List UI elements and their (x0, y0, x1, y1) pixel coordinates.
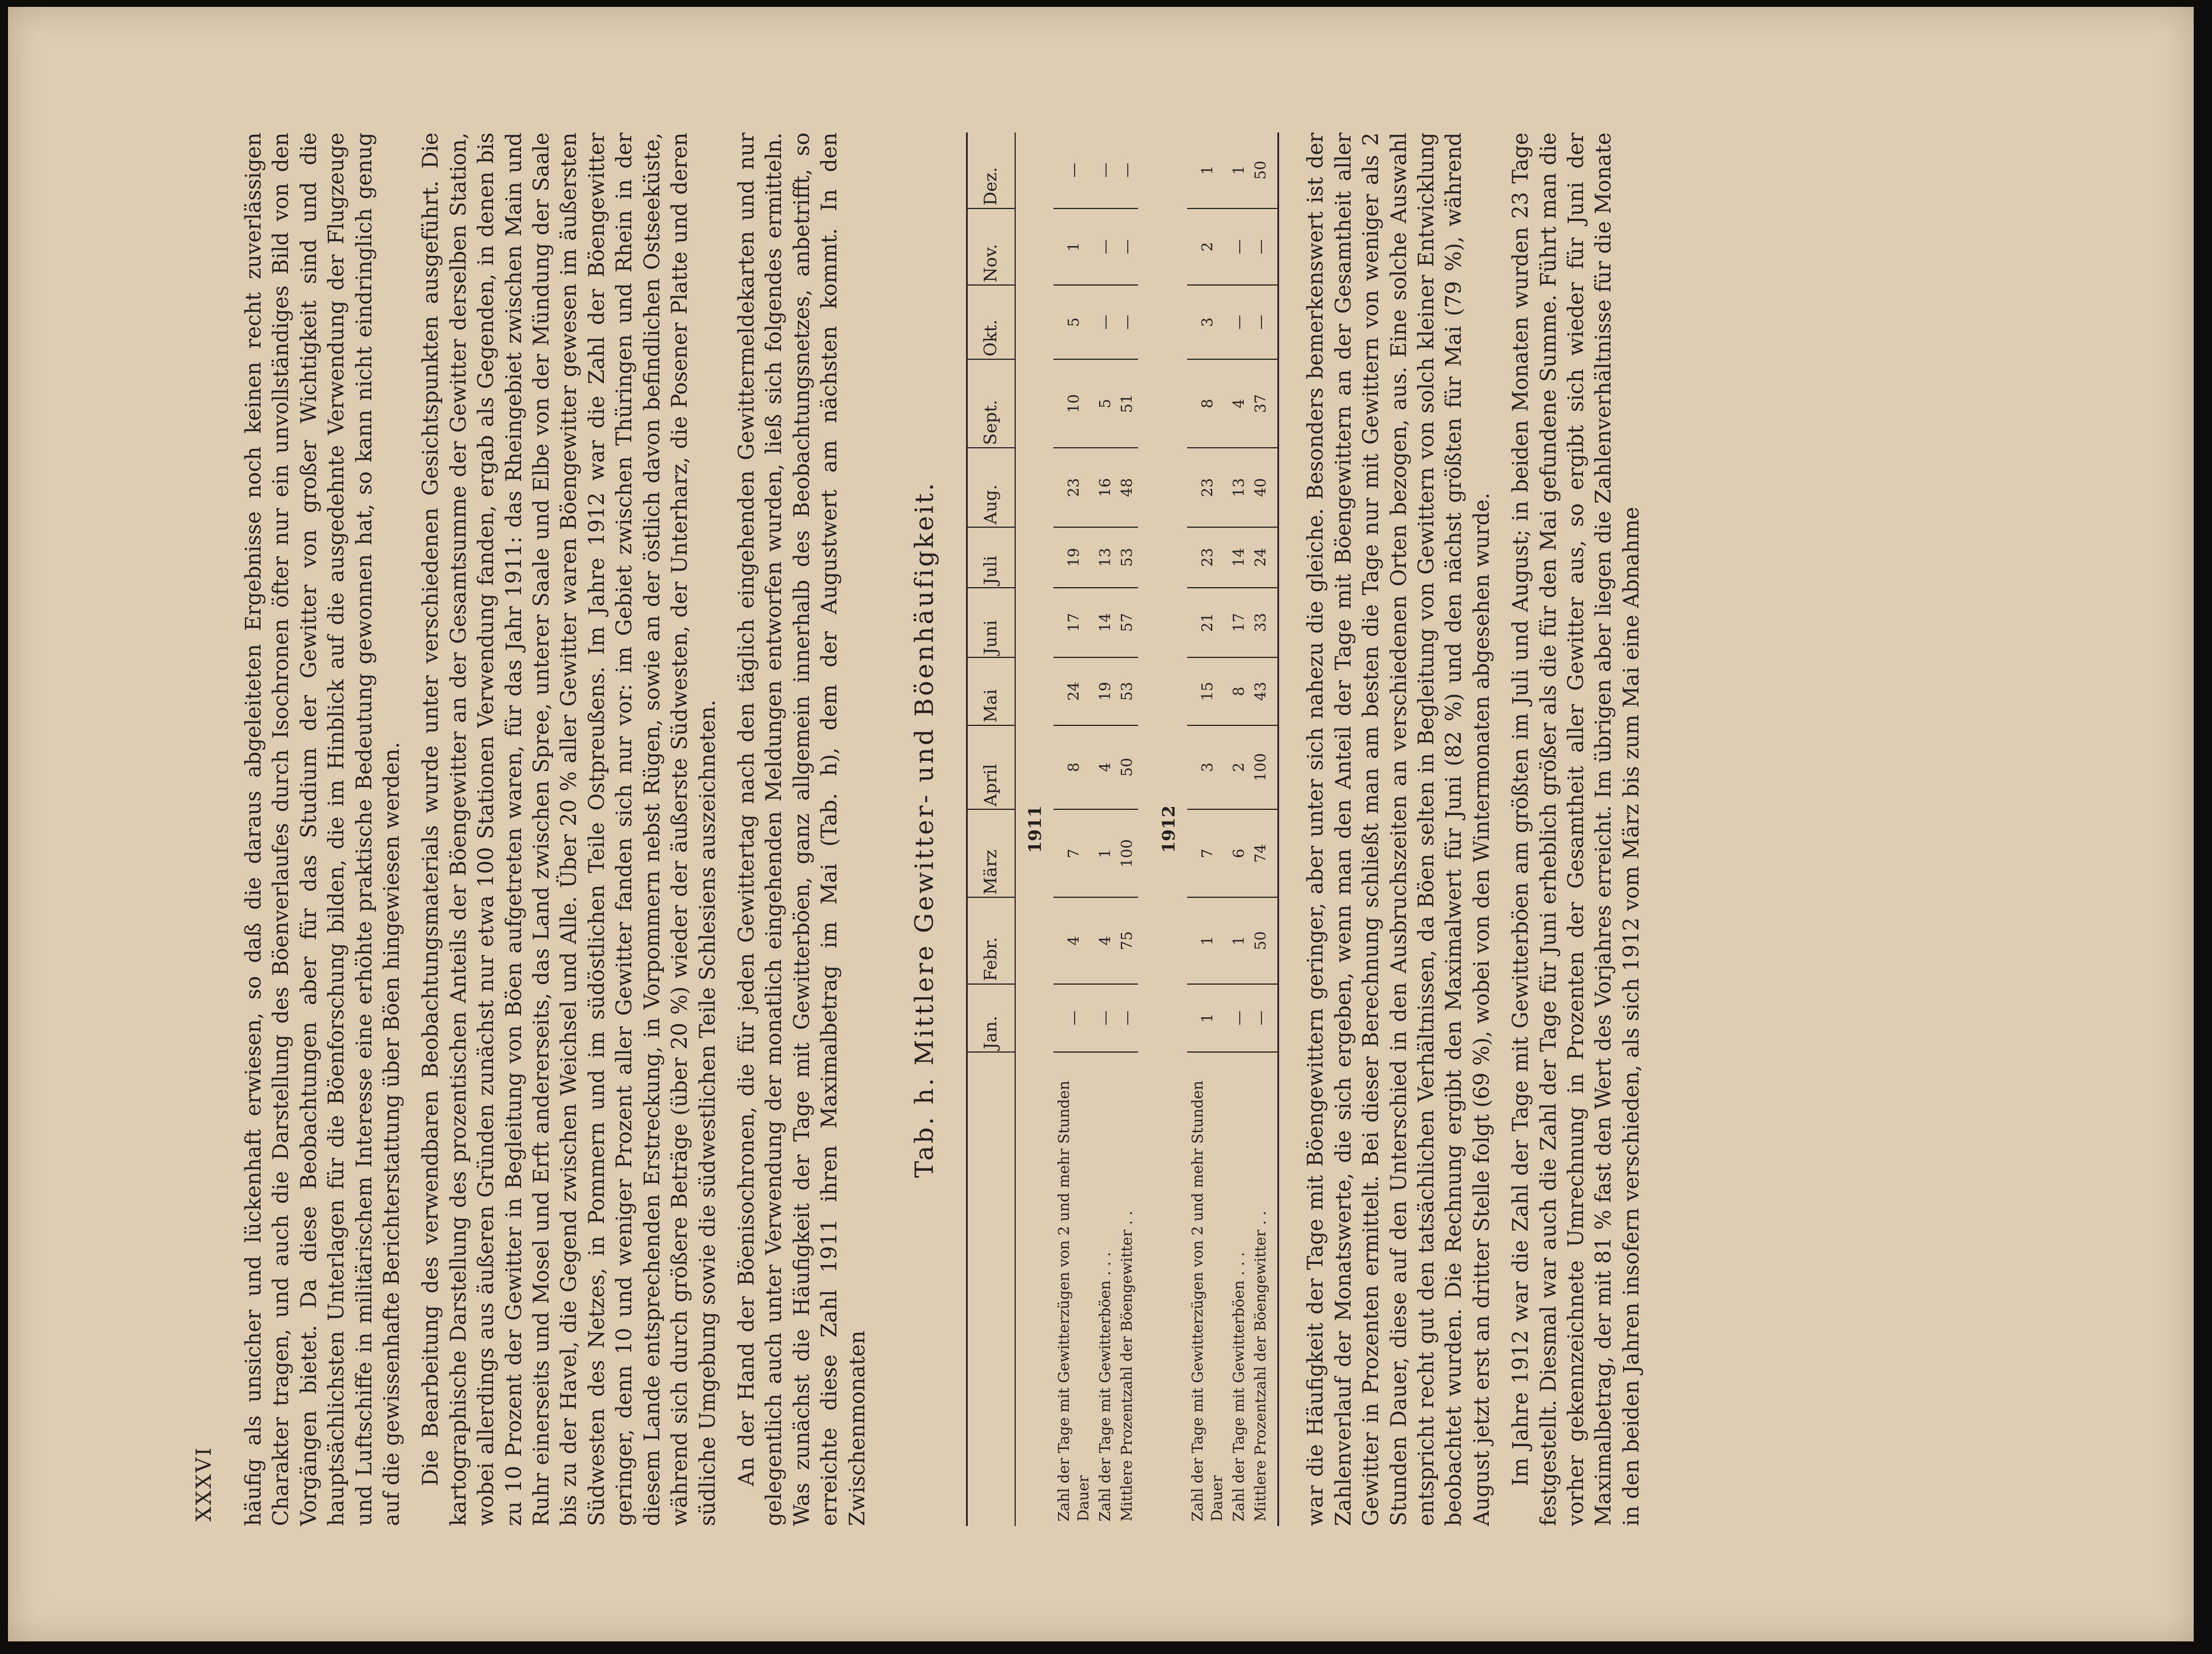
table-cell: 15 (1187, 657, 1228, 725)
table-cell: 37 (1250, 359, 1279, 448)
table-cell: 5 (1095, 359, 1116, 448)
paragraph-3: An der Hand der Böenisochronen, die für jeden Gewittertag nach den täglich eingehenden Gewittermeldekarten und nur gelegentlich auch unter Verwendung der monatlich eingehenden Meldungen entworfen wurden, ließ sich folgendes ermitteln. Was zunächst die Häufigkeit der Tage mit Gewitterböen, ganz allgemein innerhalb des Beobachtungsnetzes, anbetrifft, so erreichte diese Zahl 1911 ihren Maximalbetrag im Mai (Tab. h), dem der Augustwert am nächsten kommt. In den Zwischenmonaten (734, 133, 869, 1526)
year-row (1149, 133, 1187, 1526)
table-cell: 50 (1250, 898, 1279, 984)
table-cell: — (1116, 984, 1138, 1053)
table-cell: — (1095, 208, 1116, 286)
table-cell: 21 (1187, 588, 1228, 657)
month-header: Mai (967, 657, 1016, 725)
table-cell: 43 (1250, 657, 1279, 725)
rotated-page-content (191, 133, 2076, 1526)
table-cell: 1 (1053, 208, 1095, 286)
table-cell: 8 (1187, 359, 1228, 448)
storm-frequency-table (966, 133, 1279, 1526)
table-row (1095, 133, 1116, 1526)
table-cell: 13 (1228, 448, 1250, 527)
table-cell: 2 (1187, 208, 1228, 286)
page-number: XXXVI (193, 1446, 216, 1521)
table-cell: 17 (1228, 588, 1250, 657)
table-cell: — (1116, 133, 1138, 208)
paragraph-1: häufig als unsicher und lückenhaft erwiesen, so daß die daraus abgeleiteten Ergebnisse noch keinen recht zuverlässigen Charakter tragen, und auch die Darstellung des Böenverlaufes durch Isochronen öfter nur ein unvollständiges Bild von den Vorgängen bietet. Da diese Beobachtungen aber für das Studium der Gewitter von großer Wichtigkeit sind und die hauptsächlichsten Unterlagen für die Böenforschung bilden, die im Hinblick auf die ausgedehnte Verwendung der Flugzeuge und Luftschiffe in militärischem Interesse eine erhöhte praktische Bedeutung gewonnen hat, so kann nicht eindringlich genug auf die gewissenhafte Berichterstattung über Böen hingewiesen werden. (241, 133, 404, 1526)
table-cell: — (1053, 984, 1095, 1053)
table-cell: 4 (1095, 725, 1116, 809)
table-cell: — (1250, 285, 1279, 359)
table-cell: 24 (1250, 527, 1279, 587)
table-row (1053, 133, 1095, 1526)
table-cell: — (1250, 208, 1279, 286)
month-header: April (967, 725, 1016, 809)
month-header: Dez. (967, 133, 1016, 208)
table-row (1250, 133, 1279, 1526)
table-row (1187, 133, 1228, 1526)
month-header: Juni (967, 588, 1016, 657)
row-label: Zahl der Tage mit Gewitterzügen von 2 und mehr Stunden Dauer (1056, 1081, 1093, 1521)
table-cell: 1 (1228, 898, 1250, 984)
paragraph-4: war die Häufigkeit der Tage mit Böengewittern geringer, aber unter sich nahezu die gleiche. Besonders bemerkenswert ist der Zahlenverlauf der Monatswerte, die sich ergeben, wenn man den Anteil der Tage mit Böengewittern an der Gesamtheit aller Gewitter in Prozenten ermittelt. Bei dieser Berechnung schließt man am besten die Tage nur mit Gewittern von weniger als 2 Stunden Dauer, diese auf den Unterschied in den Ausbruchszeiten an verschiedenen Orten bezogen, aus. Eine solche Auswahl entspricht recht gut den tatsächlichen Verhältnissen, da Böen selten in Begleitung von Gewittern von solch kleiner Entwicklung beobachtet wurden. Die Rechnung ergibt den Maximalwert für Juni (82 %) und den nächst größten für Mai (79 %), während August jetzt erst an dritter Stelle folgt (69 %), wobei von den Wintermonaten abgesehen wurde. (1303, 133, 1494, 1526)
table-cell: 13 (1095, 527, 1116, 587)
table-cell: 57 (1116, 588, 1138, 657)
table-cell: 40 (1250, 448, 1279, 527)
table-row (1228, 133, 1250, 1526)
table-cell: 53 (1116, 527, 1138, 587)
month-header: März (967, 809, 1016, 898)
table-cell: 23 (1187, 448, 1228, 527)
table-cell: 4 (1095, 898, 1116, 984)
table-cell: 8 (1228, 657, 1250, 725)
table-cell: 48 (1116, 448, 1138, 527)
table-cell: 14 (1095, 588, 1116, 657)
table-cell: 3 (1187, 285, 1228, 359)
table-cell: — (1095, 984, 1116, 1053)
table-cell: — (1095, 133, 1116, 208)
month-header: Juli (967, 527, 1016, 587)
year-row (1015, 133, 1053, 1526)
table-cell: 16 (1095, 448, 1116, 527)
table-cell: 100 (1116, 809, 1138, 898)
table-cell: 1 (1095, 809, 1116, 898)
table-cell: 14 (1228, 527, 1250, 587)
table-cell: — (1095, 285, 1116, 359)
table-cell: 75 (1116, 898, 1138, 984)
table-cell: 1 (1187, 984, 1228, 1053)
table-cell: 4 (1053, 898, 1095, 984)
month-header: Nov. (967, 208, 1016, 286)
table-cell: 19 (1095, 657, 1116, 725)
table-cell: 1 (1187, 898, 1228, 984)
table-cell: 33 (1250, 588, 1279, 657)
month-header: Jan. (967, 984, 1016, 1053)
row-label: Zahl der Tage mit Gewitterböen . . . (1231, 1252, 1248, 1521)
table-body (1015, 133, 1279, 1526)
table-cell: 7 (1053, 809, 1095, 898)
table-cell: — (1053, 133, 1095, 208)
table-cell: 5 (1053, 285, 1095, 359)
label-column-header (967, 1052, 1016, 1526)
year-label: 1912 (1159, 805, 1180, 853)
paragraph-5: Im Jahre 1912 war die Zahl der Tage mit Gewitterböen am größten im Juli und August; in beiden Monaten wurden 23 Tage festgestellt. Diesmal war auch die Zahl der Tage für Juni erheblich größer als die für den Mai gefundene Summe. Führt man die vorher gekennzeichnete Umrechnung in Prozenten der Gesamtheit aller Gewitter aus, so ergibt sich wieder für Juni der Maximalbetrag, der mit 81 % fast den Wert des Vorjahres erreicht. Im übrigen aber liegen die Zahlenverhältnisse für die Monate in den beiden Jahren insofern verschieden, als sich 1912 vom März bis zum Mai eine Abnahme (1508, 133, 1644, 1526)
year-label: 1911 (1025, 805, 1046, 853)
table-cell: 17 (1053, 588, 1095, 657)
month-header: Sept. (967, 359, 1016, 448)
table-cell: — (1116, 208, 1138, 286)
row-label: Zahl der Tage mit Gewitterzügen von 2 und mehr Stunden Dauer (1189, 1081, 1227, 1521)
table-cell: 50 (1116, 725, 1138, 809)
table-cell: — (1228, 984, 1250, 1053)
table-row (1116, 133, 1138, 1526)
table-cell: — (1116, 285, 1138, 359)
table-cell: 8 (1053, 725, 1095, 809)
scanned-page (8, 7, 2194, 1641)
table-cell: 3 (1187, 725, 1228, 809)
table-cell: 23 (1053, 448, 1095, 527)
table-cell: 1 (1187, 133, 1228, 208)
table-cell: 19 (1053, 527, 1095, 587)
month-header: Febr. (967, 898, 1016, 984)
row-label: Mittlere Prozentzahl der Böengewitter . . (1250, 1052, 1279, 1526)
table-cell: 10 (1053, 359, 1095, 448)
table-cell: 2 (1228, 725, 1250, 809)
table-cell: 100 (1250, 725, 1279, 809)
row-label: Mittlere Prozentzahl der Böengewitter . . (1119, 1211, 1136, 1521)
table-cell: 53 (1116, 657, 1138, 725)
spacer-row (1138, 133, 1149, 1526)
table-cell: 7 (1187, 809, 1228, 898)
table-cell: 1 (1228, 133, 1250, 208)
table-cell: 74 (1250, 809, 1279, 898)
table-header-row (967, 133, 1016, 1526)
table-cell: 24 (1053, 657, 1095, 725)
table-cell: — (1250, 984, 1279, 1053)
table-cell: — (1228, 208, 1250, 286)
row-label: Zahl der Tage mit Gewitterböen . . . (1097, 1252, 1115, 1521)
month-header: Okt. (967, 285, 1016, 359)
table-cell: 51 (1116, 359, 1138, 448)
table-cell: 50 (1250, 133, 1279, 208)
paragraph-2: Die Bearbeitung des verwendbaren Beobachtungsmaterials wurde unter verschiedenen Gesichtspunkten ausgeführt. Die kartographische Darstellung des prozentischen Anteils der Böengewitter an der Gesamtsumme der Gewitter derselben Station, wobei allerdings aus äußeren Gründen zunächst nur etwa 100 Stationen Verwendung fanden, ergab als Gegenden, in denen bis zu 10 Prozent der Gewitter in Begleitung von Böen aufgetreten waren, für das Jahr 1911: das Rheingebiet zwischen Main und Ruhr einerseits und Mosel und Erft andererseits, das Land zwischen Spree, unterer Saale und Elbe von der Mündung der Saale bis zu der Havel, die Gegend zwischen Weichsel und Alle. Über 20 % aller Gewitter waren Böengewitter gewesen im äußersten Südwesten des Netzes, in Pommern und im südöstlichen Teile Ostpreußens. Im Jahre 1912 war die Zahl der Böengewitter geringer, denn 10 und weniger Prozent aller Gewitter fanden sich nur vor: im Gebiet zwischen Thüringen und Rhein in der diesem Lande entsprechenden Erstreckung, in Vorpommern nebst Rügen, sowie an der östlich davon befindlichen Ostseeküste, während sich durch größere Beträge (über 20 %) wieder der äußerste Südwesten, der Unterharz, die Posener Platte und deren südliche Umgebung sowie die südwestlichen Teile Schlesiens auszeichneten. (418, 133, 720, 1526)
table-cell: 4 (1228, 359, 1250, 448)
table-cell: 23 (1187, 527, 1228, 587)
table-caption: Tab. h. Mittlere Gewitter- und Böenhäufigkeit. (909, 480, 939, 1178)
table-cell: — (1228, 285, 1250, 359)
month-header: Aug. (967, 448, 1016, 527)
table-cell: 6 (1228, 809, 1250, 898)
